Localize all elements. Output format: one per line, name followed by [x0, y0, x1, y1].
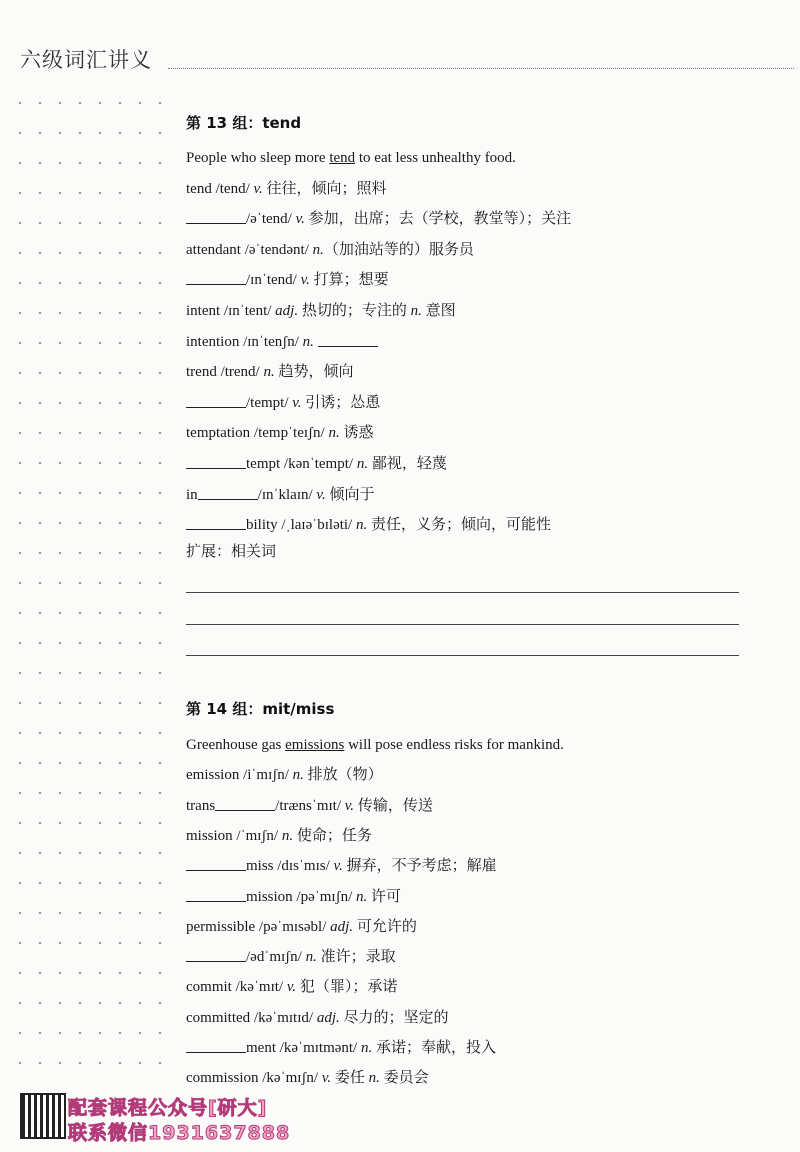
word-entry: mission /ˈmɪʃn/ — [186, 827, 282, 844]
word-entry: temptation /tempˈteɪʃn/ — [186, 425, 329, 442]
part-of-speech: n. — [328, 425, 340, 442]
fill-blank — [186, 887, 246, 902]
meaning: （加油站等的）服务员 — [323, 241, 474, 258]
part-of-speech: n. — [292, 767, 304, 784]
fill-blank — [186, 393, 246, 408]
part-of-speech: v. — [286, 979, 297, 996]
example-sentence — [186, 735, 564, 755]
example-keyword: emissions — [285, 737, 345, 753]
part-of-speech: n. — [360, 1040, 373, 1056]
promo-line-2: 联系微信1931637888 — [68, 1122, 291, 1144]
header-rule — [168, 68, 794, 69]
part-of-speech: v. — [300, 272, 310, 289]
word-phonetic: ment /kəˈmɪtmənt/ — [246, 1040, 361, 1056]
word-entry: permissible /pəˈmɪsəbl/ — [186, 918, 331, 935]
meaning: 委任 — [331, 1070, 369, 1087]
word-entry: commit /kəˈmɪt/ — [186, 979, 287, 996]
word-entry: trend /trend/ — [186, 364, 264, 381]
vocab-line — [186, 240, 474, 260]
writing-line — [186, 592, 739, 593]
fill-blank — [186, 454, 246, 469]
meaning: 往往，倾向；照料 — [262, 180, 387, 197]
part-of-speech: n. — [312, 241, 324, 258]
part-of-speech: n. — [368, 1070, 380, 1087]
example-text: Greenhouse gas — [186, 737, 286, 753]
word-prefix: in — [186, 486, 198, 503]
fill-blank — [186, 1038, 246, 1053]
vocab-line — [186, 332, 378, 352]
part-of-speech: n. — [356, 456, 369, 472]
vocab-line — [186, 362, 354, 382]
part-of-speech: v. — [344, 797, 355, 814]
vocab-line — [186, 485, 374, 505]
meaning: 参加，出席；去（学校，教堂等）；关注 — [304, 211, 572, 228]
fill-blank — [318, 332, 378, 347]
word-phonetic: /əˈtend/ — [246, 211, 296, 228]
vocab-line — [186, 515, 551, 535]
vocab-line — [186, 977, 397, 997]
meaning: 许可 — [367, 888, 402, 905]
part-of-speech: v. — [253, 180, 263, 197]
part-of-speech: n. — [356, 888, 368, 905]
word-phonetic: /trænsˈmɪt/ — [275, 797, 345, 814]
word-entry: commission /kəˈmɪʃn/ — [186, 1070, 322, 1087]
word-entry: tend /tend/ — [186, 180, 254, 197]
vocab-line — [186, 917, 417, 937]
meaning: 承诺；奉献，投入 — [372, 1040, 496, 1056]
promo-line-1: 配套课程公众号[研大] — [68, 1097, 268, 1119]
part-of-speech: v. — [292, 394, 302, 411]
meaning: 诱惑 — [339, 425, 374, 442]
word-phonetic: miss /dɪsˈmɪs/ — [246, 858, 334, 875]
meaning: 鄙视，轻蔑 — [368, 456, 447, 472]
vocab-line — [186, 826, 372, 846]
word-phonetic: mission /pəˈmɪʃn/ — [246, 888, 356, 905]
vocab-line — [186, 179, 387, 199]
word-phonetic: /ɪnˈklaɪn/ — [257, 486, 317, 503]
meaning: 摒弃，不予考虑；解雇 — [342, 858, 497, 875]
vocab-line — [186, 1038, 496, 1058]
fill-blank — [198, 485, 258, 500]
meaning: 可允许的 — [353, 918, 417, 935]
vocab-line — [186, 423, 373, 443]
section-title: 第 14 组：mit/miss — [186, 700, 335, 718]
part-of-speech: adj. — [275, 303, 299, 319]
word-phonetic: /ədˈmɪʃn/ — [246, 949, 306, 966]
vocab-line — [186, 393, 380, 413]
writing-line — [186, 624, 739, 625]
word-prefix: trans — [186, 797, 216, 814]
meaning: 委员会 — [379, 1070, 429, 1087]
part-of-speech: n. — [305, 949, 317, 966]
fill-blank — [186, 515, 246, 530]
word-phonetic: /ɪnˈtend/ — [246, 272, 301, 289]
part-of-speech: adj. — [330, 918, 354, 935]
fill-blank — [215, 796, 275, 811]
meaning: 犯（罪）；承诺 — [296, 979, 398, 996]
meaning: 排放（物） — [303, 767, 383, 784]
example-sentence — [186, 148, 516, 168]
part-of-speech: n. — [302, 333, 314, 350]
page-header-title: 六级词汇讲义 — [20, 48, 152, 72]
meaning: 趋势，倾向 — [274, 364, 354, 381]
vocab-line — [186, 270, 389, 290]
meaning: 使命；任务 — [293, 827, 372, 844]
vocab-line — [186, 1008, 449, 1028]
meaning: 打算；想要 — [309, 272, 389, 289]
example-text: to eat less unhealthy food. — [355, 150, 516, 166]
fill-blank — [186, 947, 246, 962]
word-phonetic: /tempt/ — [246, 394, 293, 411]
part-of-speech: v. — [295, 211, 305, 228]
meaning: 尽力的；坚定的 — [339, 1009, 449, 1026]
qr-code-icon — [20, 1093, 66, 1139]
fill-blank — [186, 270, 246, 285]
fill-blank — [186, 856, 246, 871]
example-text: will pose endless risks for mankind. — [344, 737, 564, 753]
part-of-speech: n. — [281, 827, 294, 844]
word-phonetic: bility /ˌlaɪəˈbɪləti/ — [246, 517, 356, 534]
part-of-speech: adj. — [316, 1009, 340, 1026]
vocab-line — [186, 301, 456, 321]
part-of-speech: n. — [263, 364, 275, 381]
meaning: 责任，义务；倾向，可能性 — [367, 517, 551, 534]
part-of-speech: v. — [333, 858, 343, 875]
word-entry: emission /iˈmɪʃn/ — [186, 767, 293, 784]
section-title: 第 13 组：tend — [186, 114, 302, 132]
part-of-speech: n. — [410, 303, 422, 319]
meaning: 准许；录取 — [316, 949, 396, 966]
vocab-line — [186, 765, 383, 785]
word-phonetic: tempt /kənˈtempt/ — [246, 456, 357, 472]
extension-label: 扩展：相关词 — [186, 544, 277, 560]
word-entry: committed /kəˈmɪtɪd/ — [186, 1009, 317, 1026]
vocab-line — [186, 947, 396, 967]
part-of-speech: n. — [355, 517, 368, 534]
vocab-line — [186, 1068, 429, 1088]
vocab-line — [186, 454, 447, 474]
meaning: 引诱；怂恿 — [301, 394, 381, 411]
example-text: People who sleep more — [186, 150, 330, 166]
dot-grid-margin — [10, 88, 170, 1088]
meaning: 倾向于 — [325, 486, 375, 503]
writing-line — [186, 655, 739, 656]
vocab-line — [186, 209, 571, 229]
word-entry: intent /ɪnˈtent/ — [186, 303, 276, 319]
example-keyword: tend — [329, 150, 356, 166]
vocab-line — [186, 856, 497, 876]
word-entry: attendant /əˈtendənt/ — [186, 241, 313, 258]
meaning: 传输，传送 — [354, 797, 433, 814]
vocab-line — [186, 887, 401, 907]
fill-blank — [186, 209, 246, 224]
meaning: 热切的；专注的 — [298, 303, 411, 319]
part-of-speech: v. — [321, 1070, 332, 1087]
word-entry: intention /ɪnˈtenʃn/ — [186, 333, 303, 350]
part-of-speech: v. — [316, 486, 326, 503]
vocab-line — [186, 796, 433, 816]
meaning: 意图 — [421, 303, 456, 319]
